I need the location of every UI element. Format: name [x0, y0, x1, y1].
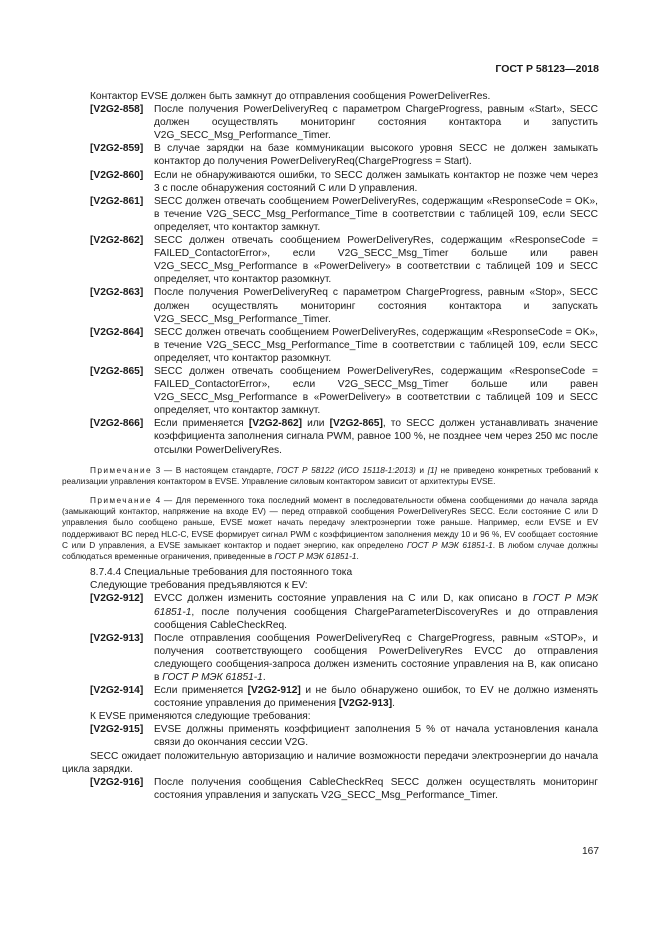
text-run: 3 — В настоящем стандарте, [152, 464, 277, 475]
text-run: и [415, 464, 428, 475]
standard-reference: ГОСТ Р МЭК 61851-1 [274, 551, 357, 562]
section-heading: 8.7.4.4 Специальные требования для постоянного тока [90, 567, 353, 579]
requirement-id: [V2G2-858] [90, 104, 144, 116]
text-run: EVCC должен изменить состояние управления на C или D, как описано в [154, 593, 534, 605]
requirement-860 [62, 169, 598, 195]
intro-paragraph: Контактор EVSE должен быть замкнут до отправления сообщения PowerDeliverRes. [90, 91, 491, 102]
requirement-text: После получения PowerDeliveryReq с параметром ChargeProgress, равным «Stop», SECC должен осуществлять мониторинг состояния контактора и запускать V2G_SECC_Msg_Performance_Timer. [154, 287, 598, 325]
requirement-id: [V2G2-916] [90, 776, 144, 788]
requirement-text: SECC должен отвечать сообщением PowerDeliveryRes, содержащим «ResponseCode = OK», в течение V2G_SECC_Msg_Performance_Time в соответствии с таблицей 109, если SECC определяет, что контактор разомкнут. [154, 326, 598, 364]
requirement-912 [62, 592, 598, 631]
requirement-866 [62, 417, 598, 456]
requirement-913 [62, 632, 598, 684]
requirement-text: SECC должен отвечать сообщением PowerDeliveryRes, содержащим «ResponseCode = FAILED_ContactorError», если V2G_SECC_Msg_Timer больше или равен V2G_SECC_Msg_Performance в «PowerDelivery» в соответствии с таблицей 109 и SECC определяет, что контактор замкнут. [154, 365, 598, 417]
requirement-id: [V2G2-862] [90, 235, 144, 247]
requirement-id: [V2G2-860] [90, 169, 144, 181]
requirement-text [154, 632, 598, 684]
requirement-916 [62, 776, 598, 802]
requirement-id: [V2G2-861] [90, 195, 144, 207]
text-run: или [302, 418, 330, 430]
note-4 [62, 495, 598, 562]
requirement-id: [V2G2-915] [90, 724, 144, 736]
requirement-id: [V2G2-913] [90, 632, 144, 644]
requirement-reference: [V2G2-912] [247, 685, 301, 697]
requirement-text: Если не обнаруживаются ошибки, то SECC должен замыкать контактор не позже чем через 3 с после обнаружения состояний C или D управления. [154, 169, 598, 194]
requirement-id: [V2G2-864] [90, 326, 144, 338]
requirement-text: EVSE должны применять коэффициент заполнения 5 % от начала установления канала связи до окончания сессии V2G. [154, 724, 598, 749]
text-run: , после получения сообщения ChargeParameterDiscoveryRes и до отправления сообщения CableCheckReq. [154, 606, 598, 631]
page-number: 167 [582, 846, 599, 857]
text-run: . [356, 551, 359, 562]
requirement-reference: [V2G2-862] [248, 418, 303, 430]
requirement-text: SECC должен отвечать сообщением PowerDeliveryRes, содержащим «ResponseCode = FAILED_ContactorError», если V2G_SECC_Msg_Timer больше или равен V2G_SECC_Msg_Performance в «PowerDelivery» в соответствии с таблицей 109 и SECC определяет, что контактор разомкнут. [154, 235, 598, 286]
text-run: После отправления сообщения PowerDeliveryReq с ChargeProgress, равным «STOP», и получения соответствующего сообщения PowerDeliveryRes EVCC до отправления следующего сообщения-запроса должен изменить состояние управления на B, как описано в [154, 632, 598, 683]
standard-reference: ГОСТ Р МЭК 61851-1 [407, 539, 493, 550]
requirement-reference: [V2G2-913] [338, 698, 393, 710]
secc-paragraph: SECC ожидает положительную авторизацию и наличие возможности передачи электроэнергии до начала цикла зарядки. [62, 750, 598, 775]
requirement-text: После получения сообщения CableCheckReq SECC должен осуществлять мониторинг состояния управления и запускать V2G_SECC_Msg_Performance_Timer. [154, 776, 598, 801]
standard-reference: ГОСТ Р 58122 (ИСО 15118-1:2013) [276, 464, 416, 475]
requirement-915 [62, 723, 598, 749]
requirement-id: [V2G2-863] [90, 287, 144, 299]
bibliography-reference: [1] [427, 464, 437, 475]
note-label: Примечание [90, 495, 153, 506]
section-lead: Следующие требования предъявляются к EV: [90, 580, 308, 592]
requirement-id: [V2G2-912] [90, 593, 144, 605]
requirement-id: [V2G2-859] [90, 143, 144, 155]
requirement-861 [62, 195, 598, 234]
note-3 [62, 465, 598, 487]
requirement-text: После получения PowerDeliveryReq с параметром ChargeProgress, равным «Start», SECC должен осуществлять мониторинг состояния контактора и запустить V2G_SECC_Msg_Performance_Timer. [154, 104, 598, 142]
text-run: Если применяется [154, 418, 249, 430]
requirement-862 [62, 234, 598, 286]
requirement-863 [62, 286, 598, 325]
requirement-id: [V2G2-866] [90, 418, 144, 430]
requirement-text [154, 592, 598, 631]
text-run: . В любом случае должны соблюдаться временные ограничения, приведенные в [62, 539, 598, 562]
text-run: не приведено конкретных требований к реализации управления контактором в EVSE. Управление силовым контактором зависит от архитектуры EVSE. [62, 464, 598, 486]
requirement-text [154, 417, 598, 456]
requirement-text [154, 684, 598, 710]
standard-reference: ГОСТ Р МЭК 61851-1 [162, 672, 263, 683]
requirement-864 [62, 326, 598, 365]
requirement-reference: [V2G2-865] [329, 418, 383, 430]
text-run: Если применяется [154, 685, 248, 697]
text-run: . [392, 698, 395, 710]
requirement-id: [V2G2-914] [90, 685, 144, 697]
requirement-865 [62, 365, 598, 417]
evse-lead: К EVSE применяются следующие требования: [90, 711, 311, 723]
text-run: , то SECC должен устанавливать значение коэффициента заполнения сигнала PWM, равное 100 %, не позднее чем через 250 мс после отсылки PowerDeliveryRes. [154, 418, 598, 456]
note-label: Примечание [90, 464, 153, 475]
text-run: . [262, 672, 266, 683]
requirement-859 [62, 142, 598, 168]
requirement-914 [62, 684, 598, 710]
requirement-858 [62, 103, 598, 142]
text-run: 4 — Для переменного тока последний момент в последовательности обмена сообщениями до начала заряда (замыкающий контактор, напряжение на входе EV) — перед отправкой сообщения PowerDeliveryRes SECC. Если состояние C или D управления было сообщено раньше, EVSE может начать передачу электроэнергии тоже раньше. Например, если EVSE и EV поддерживают BC перед HLC-C, EVSE формирует сигнал PWM с коэффициентом заполнения между 10 и 96 %, EV сообщает состояние C или D управления, а EVSE замыкает контактор и подает энергию, как определено [62, 495, 598, 550]
text-run: и не было обнаружено ошибок, то EV не должно изменять состояние управления до применения [154, 685, 599, 710]
requirement-id: [V2G2-865] [90, 365, 144, 377]
document-body [62, 90, 598, 802]
standard-reference: ГОСТ Р МЭК 61851-1 [154, 593, 599, 618]
requirement-text: SECC должен отвечать сообщением PowerDeliveryRes, содержащим «ResponseCode = OK», в течение V2G_SECC_Msg_Performance_Time в соответствии с таблицей 109, если SECC определяет, что контактор замкнут. [154, 195, 598, 233]
document-header: ГОСТ Р 58123—2018 [495, 63, 599, 75]
requirement-text: В случае зарядки на базе коммуникации высокого уровня SECC не должен замыкать контактор до получения PowerDeliveryReq(ChargeProgress = Start). [154, 143, 598, 168]
